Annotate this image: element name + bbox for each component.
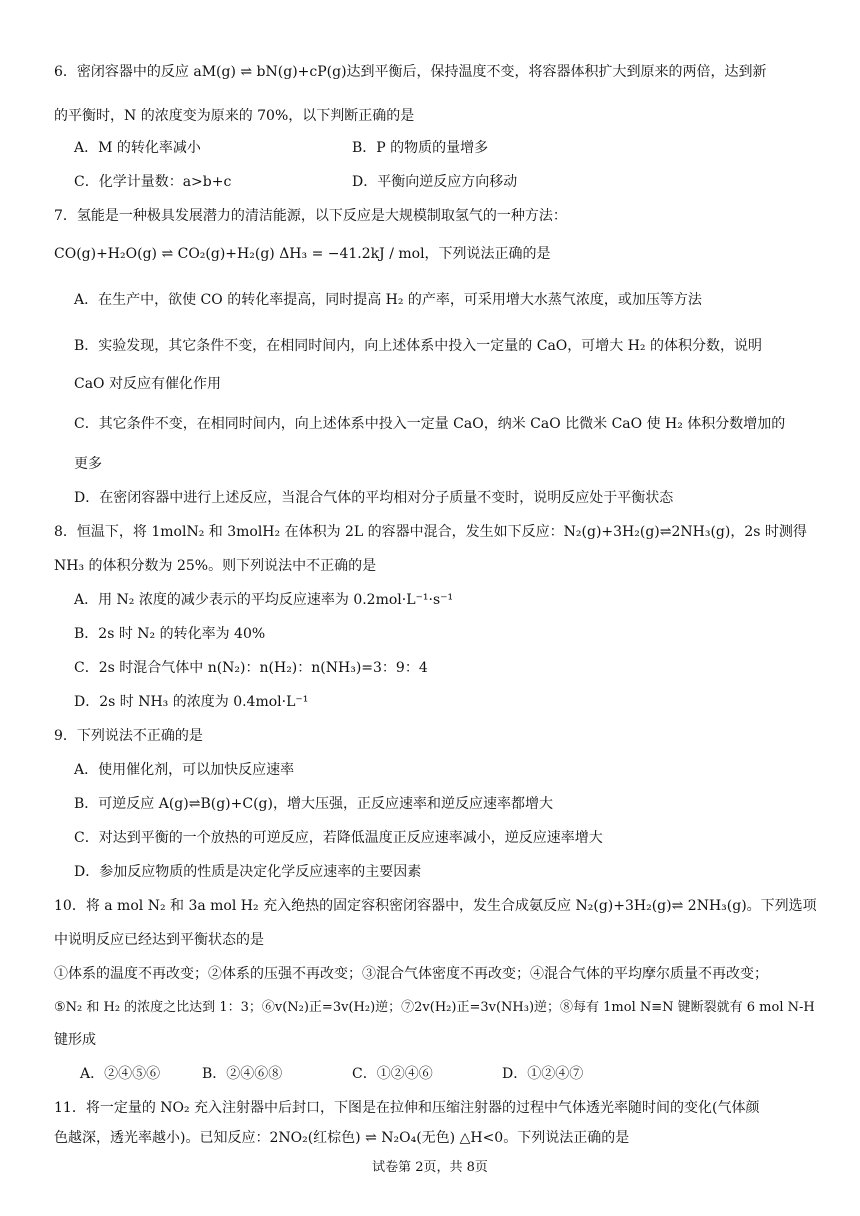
q10-conditions-line3: 键形成 [54,1032,96,1048]
q10-option-b: B．②④⑥⑧ [202,1066,283,1082]
q10-conditions-line1: ①体系的温度不再改变；②体系的压强不再改变；③混合气体密度不再改变；④混合气体的平均摩尔质量不再改变； [54,966,768,982]
q8-stem-line2: NH₃ 的体积分数为 25%。则下列说法中不正确的是 [54,558,377,574]
q11-stem-line2: 色越深，透光率越小)。已知反应：2NO₂(红棕色) ⇌ N₂O₄(无色) △H<0。下列说法正确的是 [54,1130,630,1146]
q10-option-d: D．①②④⑦ [502,1066,584,1082]
q11-stem-line1: 11．将一定量的 NO₂ 充入注射器中后封口，下图是在拉伸和压缩注射器的过程中气体透光率随时间的变化(气体颜 [54,1100,760,1116]
q6-option-a: A．M 的转化率减小 [74,140,201,156]
q8-stem-line1: 8．恒温下，将 1molN₂ 和 3molH₂ 在体积为 2L 的容器中混合，发生如下反应：N₂(g)+3H₂(g)⇌2NH₃(g)，2s 时测得 [54,524,807,540]
q10-option-c: C．①②④⑥ [352,1066,433,1082]
q8-option-a: A．用 N₂ 浓度的减少表示的平均反应速率为 0.2mol·L⁻¹·s⁻¹ [74,592,454,608]
q9-option-a: A．使用催化剂，可以加快反应速率 [74,762,295,778]
q6-option-c: C．化学计量数：a>b+c [74,174,232,190]
q7-option-a: A．在生产中，欲使 CO 的转化率提高，同时提高 H₂ 的产率，可采用增大水蒸气浓度，或加压等方法 [74,292,702,308]
q7-equation-line: CO(g)+H₂O(g) ⇌ CO₂(g)+H₂(g) ΔH₃ = −41.2kJ / mol，下列说法正确的是 [54,246,551,262]
q8-option-d: D．2s 时 NH₃ 的浓度为 0.4mol·L⁻¹ [74,694,309,710]
q7-stem-line1: 7．氢能是一种极具发展潜力的清洁能源，以下反应是大规模制取氢气的一种方法： [54,208,567,224]
q6-stem-line2: 的平衡时，N 的浓度变为原来的 70%，以下判断正确的是 [54,108,415,124]
q6-option-b: B．P 的物质的量增多 [352,140,489,156]
q10-stem-line1: 10．将 a mol N₂ 和 3a mol H₂ 充入绝热的固定容积密闭容器中，发生合成氨反应 N₂(g)+3H₂(g)⇌ 2NH₃(g)。下列选项 [54,898,817,914]
q9-option-c: C．对达到平衡的一个放热的可逆反应，若降低温度正反应速率减小，逆反应速率增大 [74,830,603,846]
q9-option-b: B．可逆反应 A(g)⇌B(g)+C(g)，增大压强，正反应速率和逆反应速率都增大 [74,796,553,812]
q7-option-b-line1: B．实验发现，其它条件不变，在相同时间内，向上述体系中投入一定量的 CaO，可增大 H₂ 的体积分数，说明 [74,338,762,354]
q8-option-b: B．2s 时 N₂ 的转化率为 40% [74,626,266,642]
q6-option-d: D．平衡向逆反应方向移动 [352,174,518,190]
q9-stem: 9．下列说法不正确的是 [54,728,203,744]
q9-option-d: D．参加反应物质的性质是决定化学反应速率的主要因素 [74,864,422,880]
q7-option-c-line2: 更多 [74,456,102,472]
page-footer: 试卷第 2页，共 8页 [372,1160,488,1175]
q8-option-c: C．2s 时混合气体中 n(N₂)：n(H₂)：n(NH₃)=3：9：4 [74,660,428,676]
q7-option-c-line1: C．其它条件不变，在相同时间内，向上述体系中投入一定量 CaO，纳米 CaO 比微米 CaO 使 H₂ 体积分数增加的 [74,416,786,432]
q10-stem-line2: 中说明反应已经达到平衡状态的是 [54,932,264,948]
q10-conditions-line2: ⑤N₂ 和 H₂ 的浓度之比达到 1：3；⑥v(N₂)正=3v(H₂)逆；⑦2v(H₂)正=3v(NH₃)逆；⑧每有 1mol N≡N 键断裂就有 6 mol N-H [54,1000,815,1015]
q10-option-a: A．②④⑤⑥ [80,1066,161,1082]
q7-option-d: D．在密闭容器中进行上述反应，当混合气体的平均相对分子质量不变时，说明反应处于平衡状态 [74,490,674,506]
q6-stem-line1: 6．密闭容器中的反应 aM(g) ⇌ bN(g)+cP(g)达到平衡后，保持温度不变，将容器体积扩大到原来的两倍，达到新 [54,64,767,80]
q7-option-b-line2: CaO 对反应有催化作用 [74,376,221,392]
